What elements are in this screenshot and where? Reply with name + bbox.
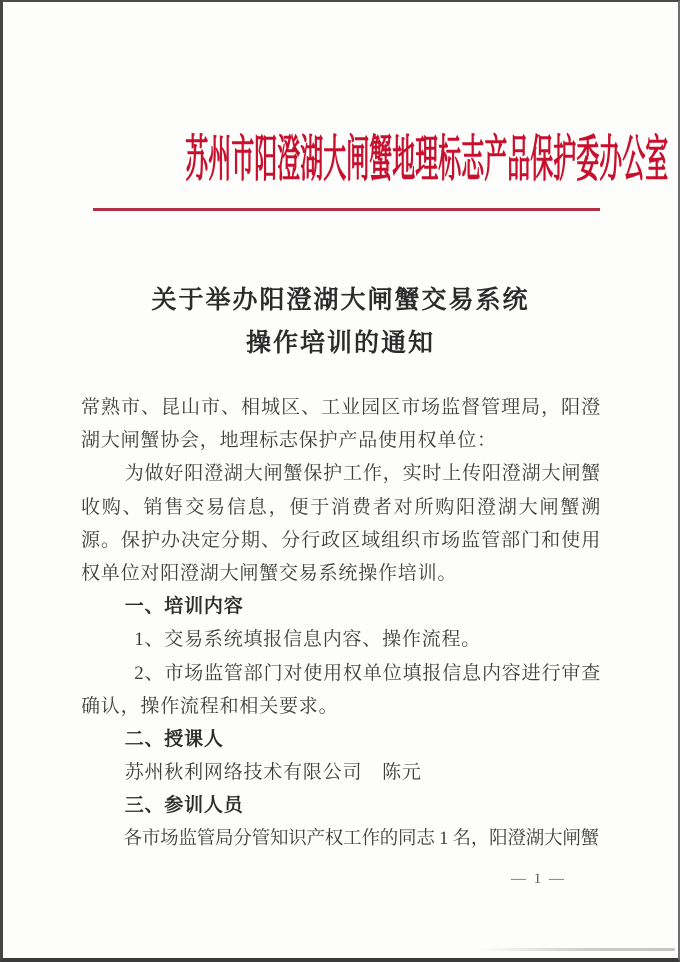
notice-title (3, 279, 678, 365)
section-1-item-1: 1、交易系统填报信息内容、操作流程。 (134, 629, 482, 651)
recipients-paragraph: 常熟市、昆山市、相城区、工业园区市场监督管理局，阳澄湖大闸蟹协会，地理标志保护产品使用权单位： (81, 397, 601, 452)
intro-paragraph: 为做好阳澄湖大闸蟹保护工作，实时上传阳澄湖大闸蟹收购、销售交易信息，便于消费者对所购阳澄湖大闸蟹溯源。保护办决定分期、分行政区域组织市场监管部门和使用权单位对阳澄湖大闸蟹交易系统操作培训。 (81, 463, 601, 585)
participants-line: 各市场监管局分管知识产权工作的同志 1 名，阳澄湖大闸蟹 (123, 828, 599, 849)
letterhead-divider-rule (93, 208, 600, 211)
section-3-heading: 三、参训人员 (124, 795, 244, 817)
section-1-heading: 一、培训内容 (124, 596, 244, 618)
page-number: — 1 — (511, 871, 566, 887)
section-1-item-2: 2、市场监管部门对使用权单位填报信息内容进行审查确认，操作流程和相关要求。 (81, 662, 601, 717)
section-2-heading: 二、授课人 (124, 729, 224, 751)
notice-title-line2: 操作培训的通知 (245, 330, 435, 357)
notice-body (81, 391, 601, 856)
letterhead-office-name: 苏州市阳澄湖大闸蟹地理标志产品保护委办公室 (185, 131, 669, 187)
scan-artifact-streak (480, 948, 675, 951)
notice-title-line1: 关于举办阳澄湖大闸蟹交易系统 (151, 287, 530, 314)
lecturer-line: 苏州秋利网络技术有限公司 陈元 (124, 762, 422, 784)
